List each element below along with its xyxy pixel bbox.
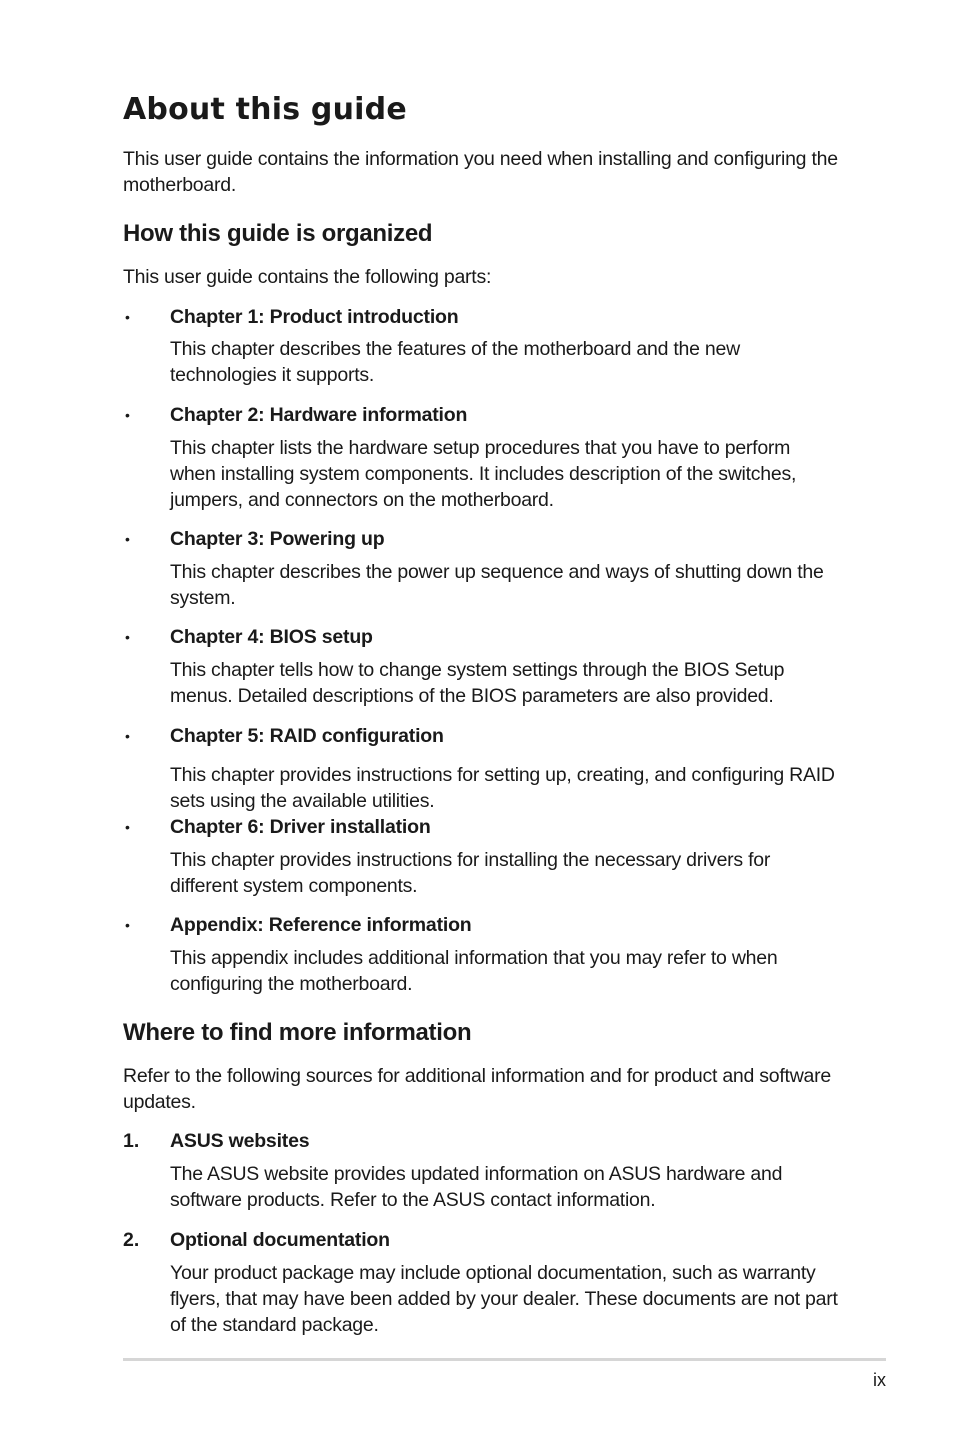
item-description: This chapter describes the features of the motherboard and the new technologies it supports. [170, 338, 740, 386]
number-marker: 1. [123, 1130, 140, 1152]
bullet-marker: • [125, 819, 130, 835]
organized-intro: This user guide contains the following parts: [123, 266, 492, 288]
page-number: ix [873, 1370, 886, 1390]
item-description: This chapter provides instructions for installing the necessary drivers for different system components. [170, 849, 771, 897]
section-heading-more-info: Where to find more information [123, 1019, 472, 1046]
page-title: About this guide [123, 92, 407, 127]
item-description: This chapter lists the hardware setup procedures that you have to perform when installing system components. It includes description of the switches, jumpers, and connectors on the motherboard. [170, 437, 797, 511]
footer-divider [123, 1358, 886, 1361]
more-info-intro: Refer to the following sources for additional information and for product and software updates. [123, 1065, 831, 1113]
item-description: This appendix includes additional information that you may refer to when configuring the motherboard. [170, 947, 778, 995]
item-description: This chapter tells how to change system settings through the BIOS Setup menus. Detailed descriptions of the BIOS parameters are also provided. [170, 659, 785, 707]
item-description: The ASUS website provides updated information on ASUS hardware and software products. Refer to the ASUS contact information. [170, 1163, 783, 1211]
bullet-marker: • [125, 728, 130, 744]
item-title: Appendix: Reference information [170, 914, 472, 936]
bullet-marker: • [125, 531, 130, 547]
item-title: ASUS websites [170, 1130, 310, 1152]
item-title: Chapter 1: Product introduction [170, 306, 459, 328]
item-description: This chapter provides instructions for setting up, creating, and configuring RAID sets using the available utilities. [170, 764, 835, 812]
item-description: This chapter describes the power up sequence and ways of shutting down the system. [170, 561, 824, 609]
number-marker: 2. [123, 1229, 140, 1251]
item-title: Chapter 2: Hardware information [170, 404, 468, 426]
item-title: Optional documentation [170, 1229, 390, 1251]
item-title: Chapter 5: RAID configuration [170, 725, 444, 747]
item-title: Chapter 4: BIOS setup [170, 626, 373, 648]
bullet-marker: • [125, 407, 130, 423]
item-title: Chapter 3: Powering up [170, 528, 385, 550]
item-title: Chapter 6: Driver installation [170, 816, 431, 838]
bullet-marker: • [125, 309, 130, 325]
intro-paragraph: This user guide contains the information you need when installing and configuring the motherboard. [123, 148, 838, 196]
bullet-marker: • [125, 629, 130, 645]
item-description: Your product package may include optional documentation, such as warranty flyers, that may have been added by your dealer. These documents are not part of the standard package. [170, 1262, 838, 1336]
section-heading-organized: How this guide is organized [123, 220, 433, 247]
bullet-marker: • [125, 917, 130, 933]
